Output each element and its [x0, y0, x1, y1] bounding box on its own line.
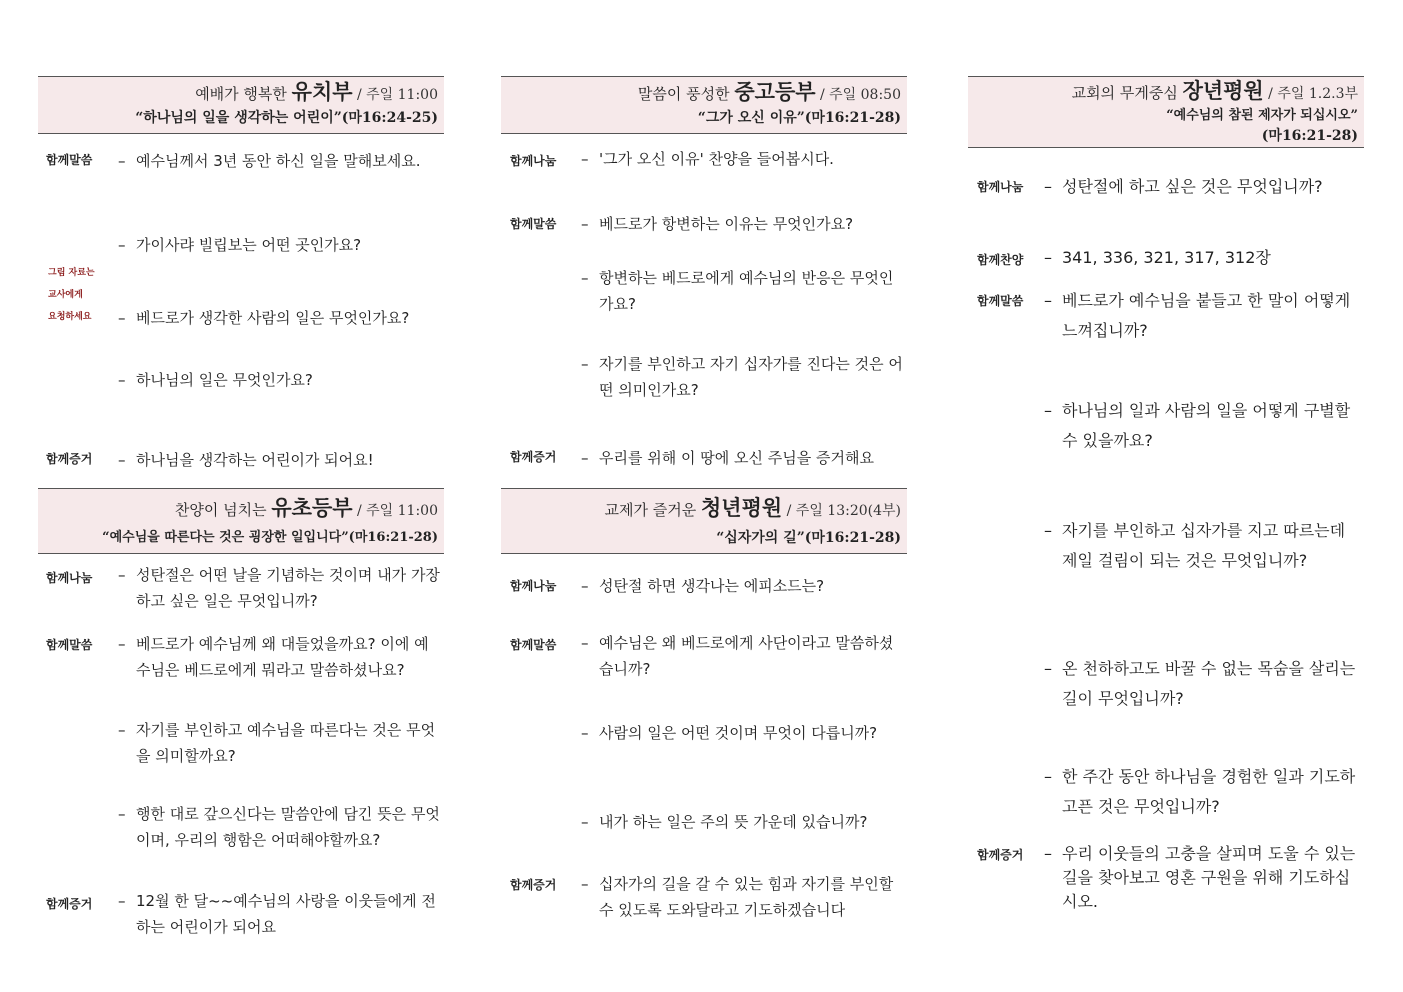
senior-theme-ref: (마16:21-28) [1261, 128, 1358, 144]
young-adult-label-share: 함께나눔 [510, 579, 557, 593]
primary-question: – 자기를 부인하고 예수님을 따른다는 것은 무엇을 의미할까요? [118, 721, 436, 765]
kinder-header [38, 76, 444, 134]
primary-share: – 성탄절은 어떤 날을 기념하는 것이며 내가 가장 하고 싶은 일은 무엇입니까? [118, 566, 440, 610]
youth-label-witness: 함께증거 [510, 450, 557, 464]
senior-label-word: 함께말씀 [977, 294, 1024, 308]
senior-dept-name: 장년평원 [1182, 78, 1264, 103]
young-adult-witness: – 십자가의 길을 갈 수 있는 힘과 자기를 부인할 수 있도록 도와달라고 기도하겠습니다 [581, 875, 894, 919]
kinder-dept-name: 유치부 [291, 79, 353, 104]
young-adult-question: – 사람의 일은 어떤 것이며 무엇이 다릅니까? [581, 724, 878, 742]
youth-witness: – 우리를 위해 이 땅에 오신 주님을 증거해요 [581, 449, 874, 467]
young-adult-theme: “십자가의 길”(마16:21-28) [716, 530, 901, 546]
senior-header: 교회의 무게중심 장년평원 / 주일 1.2.3부 “예수님의 참된 제자가 되십시오” (마16:21-28) [968, 76, 1364, 148]
young-adult-dept-name: 청년평원 [701, 495, 783, 520]
senior-label-witness: 함께증거 [977, 848, 1024, 862]
kinder-label-witness: 함께증거 [46, 452, 93, 466]
kinder-theme: “하나님의 일을 생각하는 어린이”(마16:24-25) [135, 110, 438, 126]
kinder-time: / 주일 11:00 [352, 87, 438, 103]
youth-theme: “그가 오신 이유”(마16:21-28) [697, 110, 901, 126]
youth-question: – 베드로가 항변하는 이유는 무엇인가요? [581, 215, 854, 233]
kinder-question: – 베드로가 생각한 사람의 일은 무엇인가요? [118, 309, 410, 327]
youth-label-share: 함께나눔 [510, 154, 557, 168]
primary-question: – 베드로가 예수님께 왜 대들었을까요? 이에 예수님은 베드로에게 뭐라고 말씀하셨나요? [118, 635, 429, 679]
primary-question: – 행한 대로 갚으신다는 말씀안에 담긴 뜻은 무엇이며, 우리의 행함은 어떠해야할까요? [118, 805, 440, 849]
young-adult-share: – 성탄절 하면 생각나는 에피소드는? [581, 577, 825, 595]
primary-header: 찬양이 넘치는 유초등부 / 주일 11:00 “예수님을 따른다는 것은 굉장한 일입니다”(마16:21-28) [38, 488, 444, 554]
senior-share: – 성탄절에 하고 싶은 것은 무엇입니까? [1044, 177, 1323, 196]
youth-label-word: 함께말씀 [510, 217, 557, 231]
kinder-question: – 하나님의 일은 무엇인가요? [118, 371, 313, 389]
youth-dept-name: 중고등부 [734, 79, 816, 104]
youth-question: – 자기를 부인하고 자기 십자가를 진다는 것은 어떤 의미인가요? [581, 355, 903, 399]
young-adult-question: – 예수님은 왜 베드로에게 사단이라고 말씀하셨습니까? [581, 634, 894, 678]
senior-question: – 한 주간 동안 하나님을 경험한 일과 기도하고픈 것은 무엇입니까? [1044, 767, 1356, 816]
primary-dept-name: 유초등부 [271, 495, 353, 520]
young-adult-label-word: 함께말씀 [510, 638, 557, 652]
senior-question: – 베드로가 예수님을 붙들고 한 말이 어떻게 느껴집니까? [1044, 291, 1351, 340]
senior-question: – 하나님의 일과 사람의 일을 어떻게 구별할 수 있을까요? [1044, 401, 1351, 450]
primary-label-share: 함께나눔 [46, 571, 93, 585]
primary-label-word: 함께말씀 [46, 638, 93, 652]
senior-label-song: 함께찬양 [977, 253, 1024, 267]
youth-header: 말씀이 풍성한 중고등부 / 주일 08:50 “그가 오신 이유”(마16:21-28) [501, 76, 907, 134]
young-adult-question: – 내가 하는 일은 주의 뜻 가운데 있습니까? [581, 813, 868, 831]
kinder-label-word: 함께말씀 [46, 153, 93, 167]
kinder-question: – 예수님께서 3년 동안 하신 일을 말해보세요. [118, 152, 421, 170]
youth-share: – '그가 오신 이유' 찬양을 들어봅시다. [581, 150, 834, 168]
young-adult-label-witness: 함께증거 [510, 878, 557, 892]
senior-theme: “예수님의 참된 제자가 되십시오” [1166, 108, 1358, 123]
senior-songs: – 341, 336, 321, 317, 312장 [1044, 248, 1271, 267]
senior-question: – 온 천하하고도 바꿀 수 없는 목숨을 살리는 길이 무엇입니까? [1044, 659, 1356, 708]
primary-label-witness: 함께증거 [46, 897, 93, 911]
primary-witness: – 12월 한 달~~예수님의 사랑을 이웃들에게 전하는 어린이가 되어요 [118, 892, 436, 936]
senior-witness: – 우리 이웃들의 고충을 살피며 도울 수 있는 길을 찾아보고 영혼 구원을 위해 기도하십시오. [1044, 844, 1356, 911]
youth-question: – 항변하는 베드로에게 예수님의 반응은 무엇인가요? [581, 269, 894, 313]
kinder-lead: 예배가 행복한 [195, 85, 292, 103]
senior-label-share: 함께나눔 [977, 180, 1024, 194]
young-adult-header: 교제가 즐거운 청년평원 / 주일 13:20(4부) “십자가의 길”(마16:21-28) [501, 488, 907, 554]
senior-question: – 자기를 부인하고 십자가를 지고 따르는데 제일 걸림이 되는 것은 무엇입니까? [1044, 521, 1346, 570]
kinder-question: – 가이사랴 빌립보는 어떤 곳인가요? [118, 236, 362, 254]
kinder-note: 그림 자료는 교사에게 요청하세요 [48, 268, 95, 322]
primary-theme: “예수님을 따른다는 것은 굉장한 일입니다”(마16:21-28) [102, 530, 438, 545]
kinder-witness: – 하나님을 생각하는 어린이가 되어요! [118, 451, 374, 469]
